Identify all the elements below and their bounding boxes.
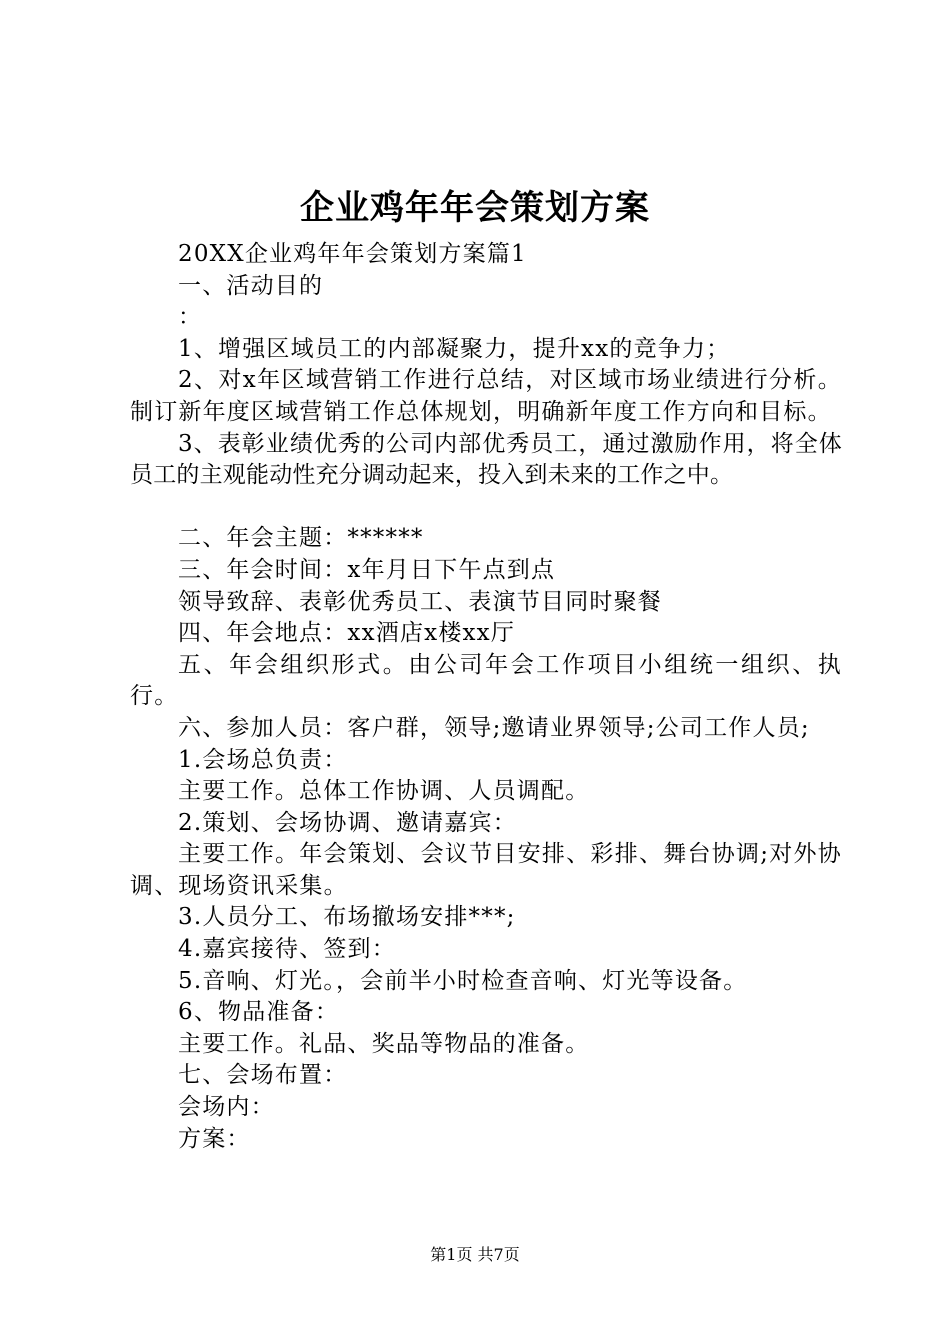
paragraph-goal-3: 3、表彰业绩优秀的公司内部优秀员工，通过激励作用，将全体员工的主观能动性充分调动起来，投入到未来的工作之中。 [130,430,842,489]
paragraph-role-2-work: 主要工作。年会策划、会议节目安排、彩排、舞台协调;对外协调、现场资讯采集。 [130,841,842,899]
paragraph-role-6: 6、物品准备： [178,999,340,1026]
document-body [130,239,842,1155]
page-number-footer: 第1页 共7页 [430,1245,520,1264]
paragraph-colon: ： [178,304,203,331]
paragraph-role-2: 2.策划、会场协调、邀请嘉宾： [178,809,517,836]
paragraph-venue: 四、年会地点：xx酒店x楼xx厅 [178,620,516,647]
paragraph-attendees: 六、参加人员：客户群，领导;邀请业界领导;公司工作人员; [178,714,810,741]
paragraph-time: 三、年会时间：x年月日下午点到点 [178,556,556,583]
paragraph-role-6-work: 主要工作。礼品、奖品等物品的准备。 [178,1030,590,1057]
paragraph-agenda: 领导致辞、表彰优秀员工、表演节目同时聚餐 [178,588,662,615]
document-title: 企业鸡年年会策划方案 [300,188,650,228]
paragraph-role-4: 4.嘉宾接待、签到： [178,936,396,963]
paragraph-heading: 20XX企业鸡年年会策划方案篇1 [178,241,527,267]
paragraph-role-1-work: 主要工作。总体工作协调、人员调配。 [178,778,590,805]
paragraph-section-1: 一、活动目的 [178,272,324,299]
paragraph-plan: 方案： [178,1125,251,1152]
paragraph-form: 五、年会组织形式。由公司年会工作项目小组统一组织、执行。 [130,651,842,710]
paragraph-theme: 二、年会主题：****** [178,525,424,552]
paragraph-goal-2: 2、对x年区域营销工作进行总结，对区域市场业绩进行分析。制订新年度区域营销工作总体规划，明确新年度工作方向和目标。 [130,367,842,425]
paragraph-role-5: 5.音响、灯光。，会前半小时检查音响、灯光等设备。 [178,967,748,994]
paragraph-role-1: 1.会场总负责： [178,746,348,773]
paragraph-role-3: 3.人员分工、布场撤场安排***; [178,904,516,931]
paragraph-gap [130,492,842,524]
paragraph-goal-1: 1、增强区域员工的内部凝聚力，提升xx的竞争力； [178,335,731,362]
paragraph-inside-venue: 会场内： [178,1094,275,1121]
paragraph-section-7: 七、会场布置： [178,1062,348,1089]
